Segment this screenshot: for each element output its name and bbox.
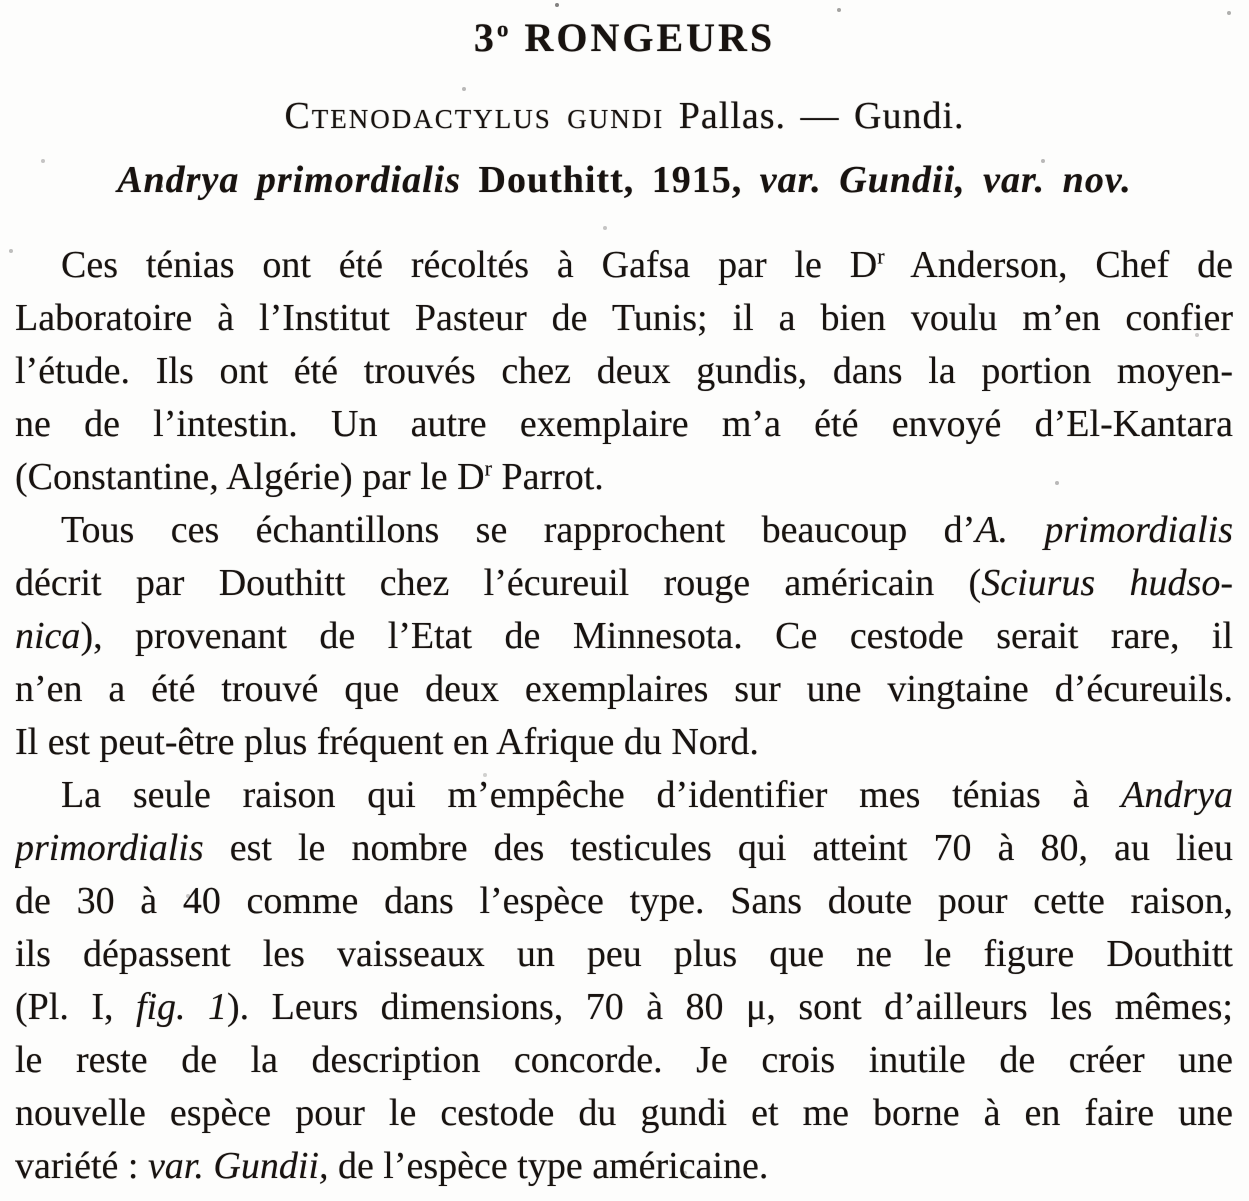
- text-line-content: [15, 880, 1233, 922]
- text-run: le reste de la description concorde. Je crois inutile de créer une: [15, 1039, 1233, 1081]
- text-line: [15, 663, 1233, 716]
- text-run: (Constantine, Algérie) par le D: [15, 456, 485, 498]
- text-run: ne de l’intestin. Un autre exemplaire m’a été envoyé d’El-Kantara: [15, 403, 1233, 445]
- text-line-content: [15, 1039, 1233, 1081]
- text-line: [15, 928, 1233, 981]
- text-line: [15, 981, 1233, 1034]
- paragraph: [15, 239, 1233, 504]
- document-body: [15, 239, 1233, 1193]
- scan-noise: [0, 0, 2, 2]
- text-line: [15, 1034, 1233, 1087]
- text-run: Il est peut-être plus fréquent en Afrique du Nord.: [15, 721, 759, 763]
- species-heading: [0, 94, 1249, 138]
- text-run: [966, 159, 984, 201]
- italic-text: nica: [15, 615, 81, 657]
- text-run: ). Leurs dimensions, 70 à 80 μ, sont d’ailleurs les mêmes;: [227, 986, 1233, 1028]
- text-run: Ces ténias ont été récoltés à Gafsa par le D: [61, 244, 878, 286]
- smallcaps-text: Ctenodactylus gundi: [284, 95, 665, 137]
- text-run: de l’espèce type américaine.: [328, 1145, 769, 1187]
- text-line-content: [15, 615, 1233, 657]
- text-line: [15, 345, 1233, 398]
- italic-text: var. Gundii,: [147, 1145, 329, 1187]
- text-run: nouvelle espèce pour le cestode du gundi et me borne à en faire une: [15, 1092, 1233, 1134]
- text-line-content: [15, 1145, 768, 1187]
- text-line: [15, 716, 1233, 769]
- text-run: 3: [473, 15, 497, 60]
- italic-text: primordialis: [15, 827, 204, 869]
- text-run: variété :: [15, 1145, 148, 1187]
- superscript-text: o: [496, 16, 512, 43]
- text-run: ), provenant de l’Etat de Minnesota. Ce cestode serait rare, il: [80, 615, 1233, 657]
- superscript-text: r: [484, 455, 492, 481]
- text-run: Pallas. — Gundi.: [664, 95, 965, 137]
- text-run: ils dépassent les vaisseaux un peu plus que ne le figure Douthitt: [15, 933, 1233, 975]
- italic-text: fig. 1: [135, 986, 228, 1028]
- italic-text: Gundii,: [839, 159, 966, 201]
- text-line-content: [15, 986, 1233, 1028]
- text-line: [15, 769, 1233, 822]
- text-line-content: [61, 509, 1233, 551]
- text-line: [15, 875, 1233, 928]
- text-run: Tous ces échantillons se rapprochent beaucoup d’: [61, 509, 976, 551]
- text-run: décrit par Douthitt chez l’écureuil rouge américain (: [15, 562, 982, 604]
- italic-text: var.: [759, 159, 822, 201]
- text-line: [15, 398, 1233, 451]
- text-line-content: [15, 403, 1233, 445]
- text-run: Douthitt, 1915,: [461, 159, 760, 201]
- paragraph: [15, 504, 1233, 769]
- text-run: est le nombre des testicules qui atteint 70 à 80, au lieu: [203, 827, 1233, 869]
- text-run: Laboratoire à l’Institut Pasteur de Tunis; il a bien voulu m’en confier: [15, 297, 1233, 339]
- text-run: Anderson, Chef de: [884, 244, 1233, 286]
- text-line-content: [15, 350, 1233, 392]
- text-line: [15, 610, 1233, 663]
- italic-text: Sciurus hudso-: [981, 562, 1233, 604]
- text-line: [15, 557, 1233, 610]
- text-line-content: [61, 244, 1233, 286]
- text-line: [15, 239, 1233, 292]
- italic-text: Andrya primordialis: [117, 159, 461, 201]
- text-line-content: [15, 933, 1233, 975]
- text-line-content: [15, 297, 1233, 339]
- text-line-content: [61, 774, 1233, 816]
- superscript-text: r: [877, 243, 885, 269]
- text-run: l’étude. Ils ont été trouvés chez deux gundis, dans la portion moyen-: [15, 350, 1233, 392]
- text-run: [822, 159, 840, 201]
- text-run: (Pl. I,: [15, 986, 136, 1028]
- italic-text: Andrya: [1121, 774, 1233, 816]
- text-run: de 30 à 40 comme dans l’espèce type. Sans doute pour cette raison,: [15, 880, 1233, 922]
- italic-text: A. primordialis: [975, 509, 1233, 551]
- italic-text: var. nov.: [983, 159, 1132, 201]
- text-run: Parrot.: [491, 456, 604, 498]
- text-line-content: [15, 456, 604, 498]
- text-line-content: [15, 721, 759, 763]
- synonym-heading: [0, 158, 1249, 202]
- text-run: La seule raison qui m’empêche d’identifier mes ténias à: [61, 774, 1122, 816]
- text-line: [15, 292, 1233, 345]
- text-run: n’en a été trouvé que deux exemplaires sur une vingtaine d’écureuils.: [15, 668, 1233, 710]
- text-run: RONGEURS: [511, 15, 776, 60]
- paragraph: [15, 769, 1233, 1193]
- text-line: [15, 822, 1233, 875]
- text-line-content: [15, 562, 1233, 604]
- text-line: [15, 451, 1233, 504]
- text-line-content: [15, 668, 1233, 710]
- text-line: [15, 504, 1233, 557]
- text-line: [15, 1087, 1233, 1140]
- section-heading: [0, 14, 1249, 61]
- text-line-content: [15, 827, 1233, 869]
- text-line: [15, 1140, 1233, 1193]
- text-line-content: [15, 1092, 1233, 1134]
